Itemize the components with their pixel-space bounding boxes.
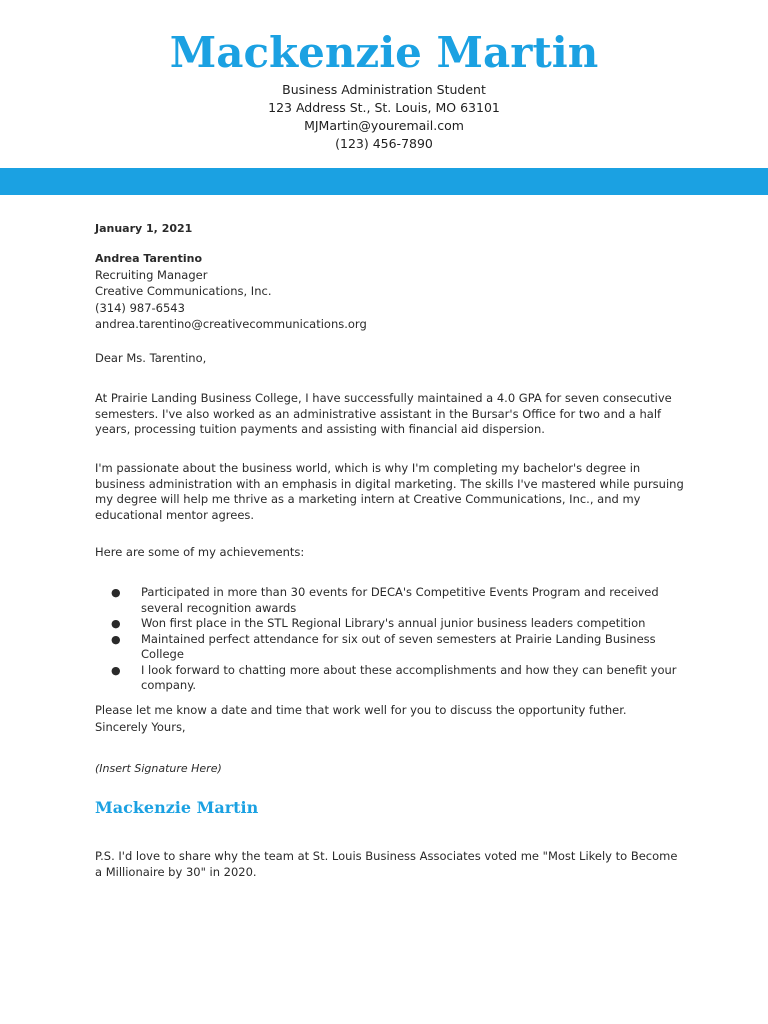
signature-placeholder: (Insert Signature Here) xyxy=(95,762,222,775)
achievement-text: Won first place in the STL Regional Library's annual junior business leaders competition xyxy=(141,616,646,630)
body-paragraph-2: I'm passionate about the business world, which is why I'm completing my bachelor's degree in business administration with an emphasis in digital marketing. The skills I've mastered while pursuing my degree will help me thrive as a marketing intern at Creative Communications, Inc., and my educational mentor agrees. xyxy=(95,461,684,522)
recipient-block xyxy=(95,251,685,332)
bullet-icon: ● xyxy=(111,663,121,677)
achievements-intro: Here are some of my achievements: xyxy=(95,545,305,559)
recipient-company: Creative Communications, Inc. xyxy=(95,284,272,299)
recipient-name: Andrea Tarentino xyxy=(95,252,202,265)
salutation: Dear Ms. Tarentino, xyxy=(95,351,207,365)
signature-name: Mackenzie Martin xyxy=(95,798,259,817)
achievement-text: I look forward to chatting more about these accomplishments and how they can benefit your company. xyxy=(141,662,677,692)
achievement-text: Participated in more than 30 events for DECA's Competitive Events Program and received several recognition awards xyxy=(141,585,659,615)
letter-date: January 1, 2021 xyxy=(95,222,193,235)
applicant-email: MJMartin@youremail.com xyxy=(304,118,464,133)
recipient-title: Recruiting Manager xyxy=(95,268,208,283)
contact-block xyxy=(0,81,768,153)
applicant-name: Mackenzie Martin xyxy=(169,28,599,77)
bullet-icon: ● xyxy=(111,632,121,646)
bullet-icon: ● xyxy=(111,617,121,630)
postscript: P.S. I'd love to share why the team at St. Louis Business Associates voted me "Most Likely to Become a Millionaire by 30" in 2020. xyxy=(95,849,678,879)
bullet-icon: ● xyxy=(111,586,121,599)
list-item xyxy=(95,616,685,632)
applicant-address: 123 Address St., St. Louis, MO 63101 xyxy=(268,100,500,115)
list-item xyxy=(95,663,685,694)
recipient-email: andrea.tarentino@creativecommunications.org xyxy=(95,316,367,331)
applicant-phone: (123) 456-7890 xyxy=(335,136,433,151)
achievement-text: Maintained perfect attendance for six out of seven semesters at Prairie Landing Business College xyxy=(141,631,656,661)
recipient-phone: (314) 987-6543 xyxy=(95,300,185,315)
body-paragraph-1: At Prairie Landing Business College, I have successfully maintained a 4.0 GPA for seven consecutive semesters. I've also worked as an administrative assistant in the Bursar's Office for two and a half years, processing tuition payments and assisting with financial aid dispersion. xyxy=(95,391,672,436)
list-item xyxy=(95,585,685,616)
sign-off: Sincerely Yours, xyxy=(95,720,186,734)
closing-block xyxy=(95,702,685,736)
achievements-list xyxy=(95,585,685,694)
list-item xyxy=(95,632,685,663)
applicant-title: Business Administration Student xyxy=(282,82,486,97)
accent-band xyxy=(0,168,768,195)
closing-line: Please let me know a date and time that work well for you to discuss the opportunity futher. xyxy=(95,703,627,717)
